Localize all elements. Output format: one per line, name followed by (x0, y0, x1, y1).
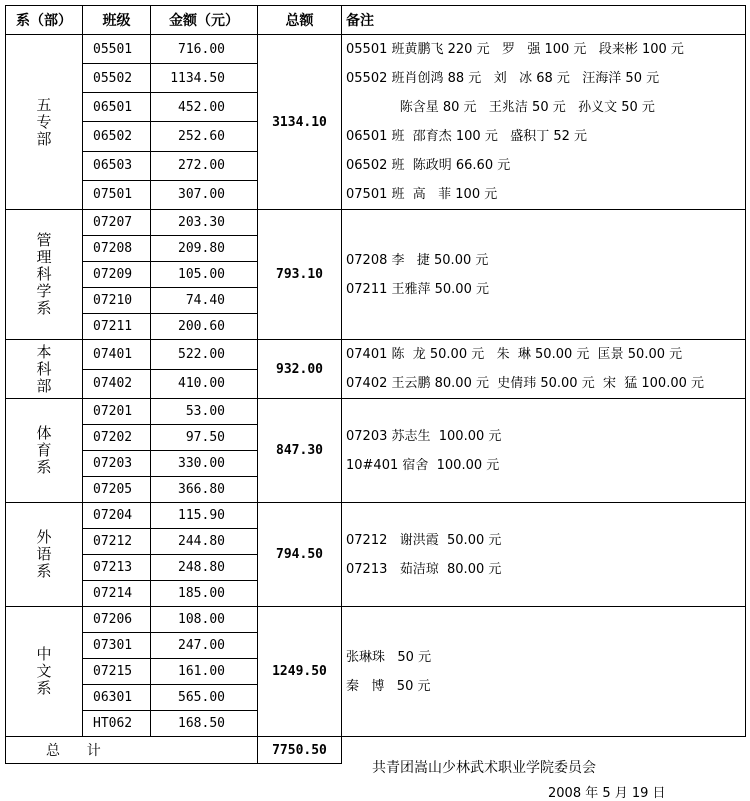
amount-cell: 247.00 (151, 633, 258, 659)
class-cell: 06502 (83, 122, 151, 151)
amount-cell: 185.00 (151, 581, 258, 607)
table-row (6, 503, 746, 529)
dept-label: 管理科学系 (36, 231, 52, 317)
amount-cell: 452.00 (151, 93, 258, 122)
class-cell: 07211 (83, 314, 151, 340)
note-cell (342, 35, 746, 210)
class-cell: 07212 (83, 529, 151, 555)
amount-cell: 200.60 (151, 314, 258, 340)
organization-name: 共青团嵩山少林武术职业学院委员会 (372, 760, 596, 776)
class-cell: 07209 (83, 262, 151, 288)
grand-total-label: 总 计 (6, 737, 258, 764)
group-total-cell: 1249.50 (258, 607, 342, 737)
note-line: 07212 谢洪霞 50.00 元 (346, 532, 502, 548)
amount-cell: 53.00 (151, 399, 258, 425)
class-cell: 07215 (83, 659, 151, 685)
amount-cell: 74.40 (151, 288, 258, 314)
class-cell: 07205 (83, 477, 151, 503)
group-total-cell: 794.50 (258, 503, 342, 607)
note-line: 陈含星 80 元 王兆洁 50 元 孙义文 50 元 (346, 100, 655, 115)
amount-cell: 1134.50 (151, 64, 258, 93)
class-cell: 05502 (83, 64, 151, 93)
note-line: 07213 茹洁琼 80.00 元 (346, 561, 502, 577)
note-line: 05502 班肖创鸿 88 元 刘 冰 68 元 汪海洋 50 元 (346, 71, 660, 86)
class-cell: 07201 (83, 399, 151, 425)
note-line: 秦 博 50 元 (346, 678, 431, 694)
group-total-cell: 793.10 (258, 210, 342, 340)
note-cell (342, 210, 746, 340)
dept-label: 外语系 (36, 528, 52, 580)
note-cell (342, 607, 746, 737)
header-note: 备注 (342, 6, 746, 35)
note-cell (342, 340, 746, 399)
amount-cell: 105.00 (151, 262, 258, 288)
note-line: 05501 班黄鹏飞 220 元 罗 强 100 元 段来彬 100 元 (346, 42, 684, 57)
amount-cell: 272.00 (151, 151, 258, 180)
dept-label: 体育系 (36, 424, 52, 476)
class-cell: 07301 (83, 633, 151, 659)
note-line: 06501 班 邵育杰 100 元 盛积丁 52 元 (346, 129, 588, 144)
note-line: 06502 班 陈政明 66.60 元 (346, 158, 511, 173)
dept-cell (6, 210, 83, 340)
group-total-cell: 932.00 (258, 340, 342, 399)
class-cell: HT062 (83, 711, 151, 737)
header-row (6, 6, 746, 35)
group-total-cell: 3134.10 (258, 35, 342, 210)
class-cell: 07214 (83, 581, 151, 607)
class-cell: 07206 (83, 607, 151, 633)
dept-cell (6, 340, 83, 399)
amount-cell: 209.80 (151, 236, 258, 262)
document-date: 2008 年 5 月 19 日 (548, 786, 666, 801)
class-cell: 07401 (83, 340, 151, 370)
table-row (6, 210, 746, 236)
amount-cell: 115.90 (151, 503, 258, 529)
amount-cell: 330.00 (151, 451, 258, 477)
dept-label: 五专部 (36, 95, 52, 148)
note-line: 07402 王云鹏 80.00 元 史倩玮 50.00 元 宋 猛 100.00 元 (346, 376, 704, 391)
note-line: 07203 苏志生 100.00 元 (346, 428, 502, 444)
donation-table (5, 5, 746, 764)
table-row (6, 35, 746, 64)
amount-cell: 248.80 (151, 555, 258, 581)
header-dept: 系（部） (6, 6, 83, 35)
table-row (6, 399, 746, 425)
header-total: 总额 (258, 6, 342, 35)
class-cell: 07207 (83, 210, 151, 236)
amount-cell: 366.80 (151, 477, 258, 503)
amount-cell: 565.00 (151, 685, 258, 711)
class-cell: 06503 (83, 151, 151, 180)
amount-cell: 168.50 (151, 711, 258, 737)
amount-cell: 161.00 (151, 659, 258, 685)
note-line: 07501 班 高 菲 100 元 (346, 187, 498, 202)
amount-cell: 97.50 (151, 425, 258, 451)
note-line: 10#401 宿舍 100.00 元 (346, 457, 500, 473)
dept-cell (6, 503, 83, 607)
class-cell: 07208 (83, 236, 151, 262)
amount-cell: 522.00 (151, 340, 258, 370)
class-cell: 07203 (83, 451, 151, 477)
amount-cell: 716.00 (151, 35, 258, 64)
amount-cell: 108.00 (151, 607, 258, 633)
dept-cell (6, 607, 83, 737)
class-cell: 07402 (83, 369, 151, 399)
group-total-cell: 847.30 (258, 399, 342, 503)
class-cell: 07501 (83, 180, 151, 209)
table-row (6, 340, 746, 370)
class-cell: 07202 (83, 425, 151, 451)
amount-cell: 203.30 (151, 210, 258, 236)
amount-cell: 252.60 (151, 122, 258, 151)
note-line: 07208 李 捷 50.00 元 (346, 252, 489, 268)
dept-cell (6, 35, 83, 210)
amount-cell: 244.80 (151, 529, 258, 555)
grand-total-value: 7750.50 (258, 737, 342, 764)
class-cell: 05501 (83, 35, 151, 64)
dept-label: 本科部 (36, 342, 52, 395)
header-class: 班级 (83, 6, 151, 35)
note-line: 张琳珠 50 元 (346, 649, 432, 665)
note-line: 07211 王雅萍 50.00 元 (346, 281, 489, 297)
amount-cell: 410.00 (151, 369, 258, 399)
class-cell: 07204 (83, 503, 151, 529)
dept-label: 中文系 (36, 645, 52, 697)
note-line: 07401 陈 龙 50.00 元 朱 琳 50.00 元 匡景 50.00 元 (346, 347, 683, 362)
table-body (6, 35, 746, 737)
note-cell (342, 503, 746, 607)
class-cell: 06301 (83, 685, 151, 711)
note-cell (342, 399, 746, 503)
class-cell: 06501 (83, 93, 151, 122)
amount-cell: 307.00 (151, 180, 258, 209)
class-cell: 07210 (83, 288, 151, 314)
table-row (6, 607, 746, 633)
class-cell: 07213 (83, 555, 151, 581)
header-amount: 金额（元） (151, 6, 258, 35)
dept-cell (6, 399, 83, 503)
